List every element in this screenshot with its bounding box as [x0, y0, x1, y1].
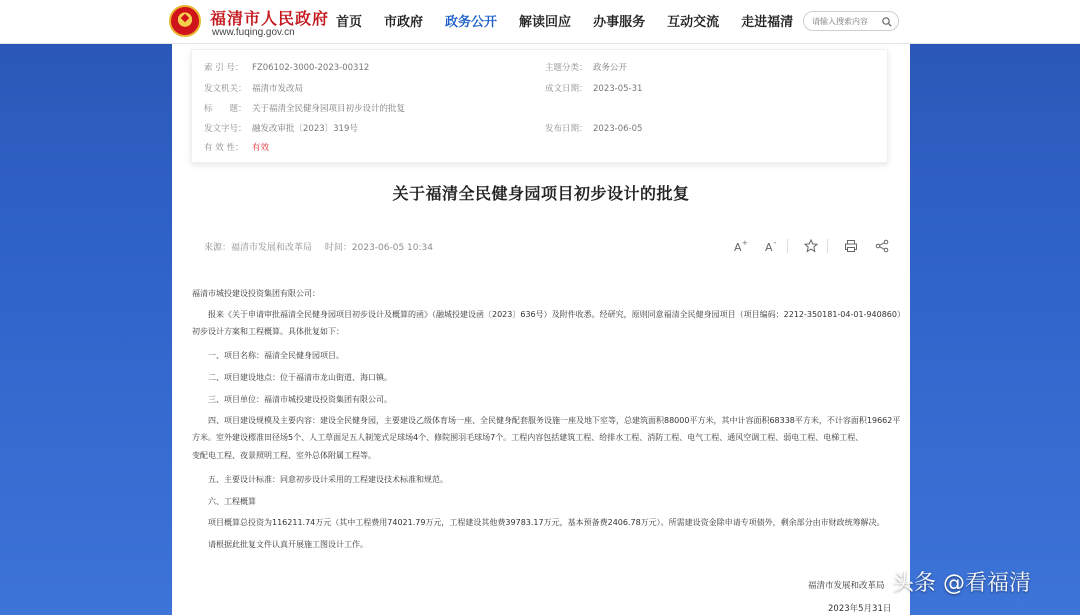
- nav-about-fuqing[interactable]: 走进福清: [741, 15, 794, 30]
- meta-doc-number: 发文字号： 融发改审批〔2023〕319号: [204, 124, 358, 134]
- meta-date-written: 成文日期： 2023-05-31: [545, 84, 643, 94]
- body-paragraph: 初步设计方案和工程概算。具体批复如下：: [192, 327, 344, 336]
- tool-divider: [827, 239, 828, 253]
- source-text: 来源：福清市发展和改革局: [204, 243, 313, 253]
- body-paragraph: 二、项目建设地点：位于福清市龙山街道、海口镇。: [208, 373, 392, 382]
- source-bar: [204, 240, 443, 253]
- tool-divider: [787, 239, 788, 253]
- content-panel: [172, 44, 910, 615]
- validity-badge: 有效: [252, 143, 270, 153]
- site-header: [0, 0, 1080, 44]
- signer: 福清市发展和改革局: [808, 581, 885, 591]
- meta-validity: 有 效 性： 有效: [204, 143, 270, 153]
- svg-text:-: -: [773, 238, 777, 247]
- body-paragraph: 六、工程概算: [208, 497, 256, 506]
- svg-text:+: +: [742, 239, 748, 247]
- meta-issuer: 发文机关： 福清市发改局: [204, 84, 304, 94]
- svg-text:A: A: [765, 241, 773, 254]
- body-paragraph: 四、项目建设规模及主要内容：建设全民健身园，主要建设乙级体育场一座、全民健身配套服务设施一座及地下室等，总建筑面积88000平方米，其中计容面积68338平方米，不计容面积19662平: [208, 416, 901, 425]
- nav-services[interactable]: 办事服务: [593, 15, 646, 30]
- nav-city-government[interactable]: 市政府: [384, 15, 424, 30]
- meta-publish-date: 发布日期： 2023-06-05: [545, 124, 643, 134]
- body-paragraph: 项目概算总投资为116211.74万元（其中工程费用74021.79万元，工程建设其他费39783.17万元，基本预备费2406.78万元）。所需建设资金除申请专项债外，剩余部分由市财政统筹解决。: [208, 518, 885, 527]
- nav-government-affairs[interactable]: 政务公开: [445, 15, 498, 30]
- search-input[interactable]: [812, 15, 876, 28]
- site-name[interactable]: 福清市人民政府: [210, 9, 330, 28]
- nav-interaction[interactable]: 互动交流: [667, 15, 720, 30]
- nav-home[interactable]: 首页: [336, 15, 363, 30]
- search-icon[interactable]: [881, 16, 893, 28]
- search-box: [803, 11, 899, 31]
- share-icon[interactable]: [874, 238, 890, 254]
- body-paragraph: 请根据此批复文件认真开展施工图设计工作。: [208, 540, 368, 549]
- star-icon[interactable]: [803, 238, 819, 254]
- site-url[interactable]: www.fuqing.gov.cn: [212, 27, 295, 38]
- body-paragraph: 五、主要设计标准：同意初步设计采用的工程建设技术标准和规范。: [208, 475, 448, 484]
- body-paragraph: 方米。室外建设標准田径场5个、人工草面足五人制笼式足球场4个、修院围羽毛球场7个。工程内容包括建筑工程、给排水工程、消防工程、电气工程、通风空调工程、弱电工程、电梯工程、: [192, 433, 864, 442]
- salutation: 福清市城投建设投资集团有限公司：: [192, 289, 320, 298]
- watermark: 头条 @看福清: [892, 571, 1031, 596]
- body-paragraph: 变配电工程、夜景照明工程、室外总体附属工程等。: [192, 451, 376, 460]
- main-nav: [336, 11, 815, 31]
- font-increase-icon[interactable]: [732, 238, 748, 254]
- body-paragraph: 报来《关于申请审批福清全民健身园项目初步设计及概算的函》（融城投建设函〔2023〕636号）及附件收悉。经研究，原则同意福清全民健身园项目（项目编码：2212-350181-04-01-940860）: [208, 310, 905, 319]
- page-title: 关于福清全民健身园项目初步设计的批复: [392, 184, 690, 203]
- article-tools: [732, 238, 905, 254]
- body-paragraph: 一、项目名称：福清全民健身园项目。: [208, 351, 344, 360]
- nav-interpretation[interactable]: 解读回应: [519, 15, 572, 30]
- emblem-icon[interactable]: [169, 5, 201, 37]
- body-paragraph: 三、项目单位：福清市城投建设投资集团有限公司。: [208, 395, 392, 404]
- meta-category: 主题分类： 政务公开: [545, 63, 628, 73]
- publish-time: 时间：2023-06-05 10:34: [324, 243, 433, 253]
- font-decrease-icon[interactable]: [763, 238, 779, 254]
- meta-index: 索 引 号： FZ06102-3000-2023-00312: [204, 63, 370, 73]
- document-info-card: [191, 49, 888, 163]
- sign-date: 2023年5月31日: [828, 604, 892, 614]
- print-icon[interactable]: [843, 238, 859, 254]
- svg-text:A: A: [734, 241, 742, 254]
- meta-title: 标 题： 关于福清全民健身园项目初步设计的批复: [204, 104, 406, 114]
